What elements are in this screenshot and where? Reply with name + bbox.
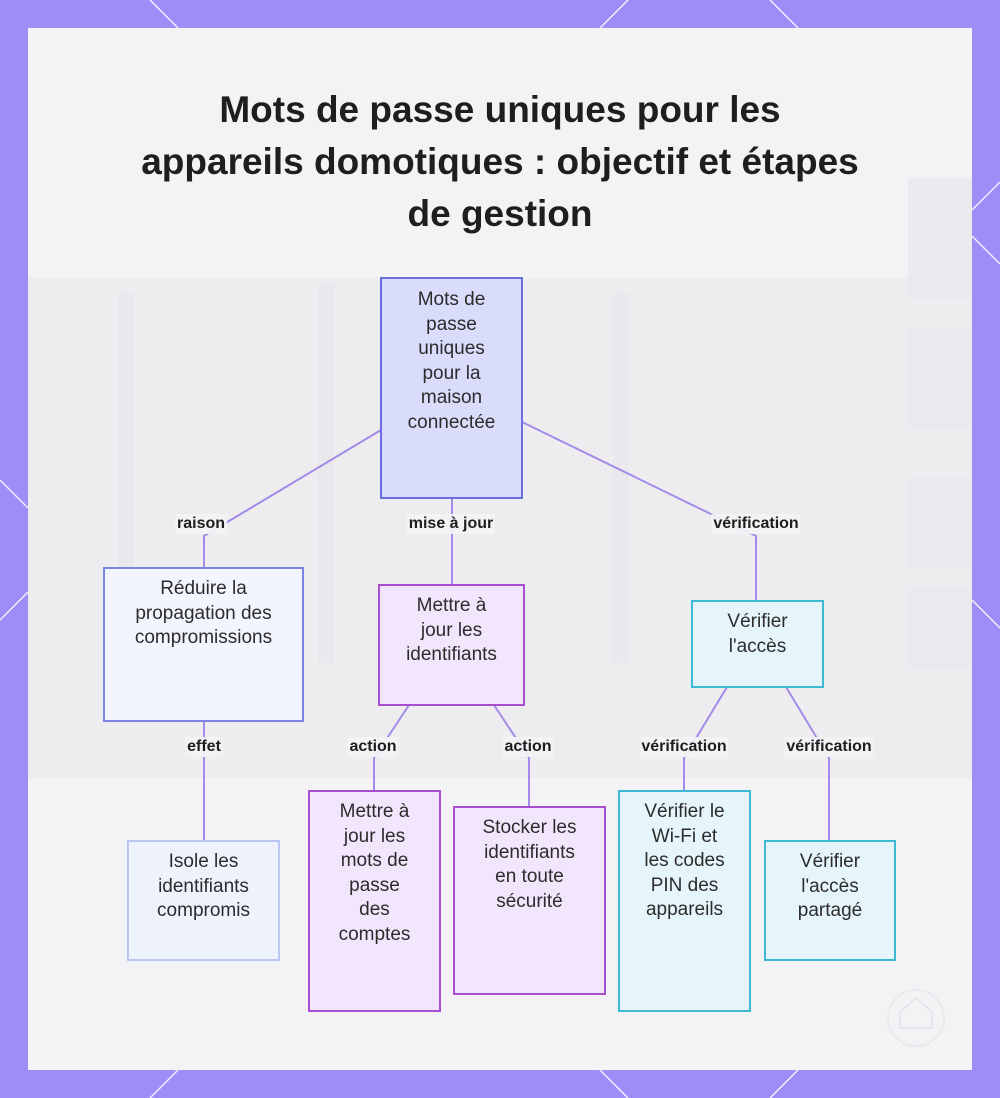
node-isolate: [127, 840, 280, 961]
node-update: [378, 584, 525, 706]
node-shared: [764, 840, 896, 961]
node-store-label: Stocker les identifiants en toute sécurité: [482, 817, 577, 912]
node-reduce: [103, 567, 304, 722]
edge-label-update: mise à jour: [408, 515, 494, 532]
edge-label-action-1: action: [349, 738, 397, 755]
edge-verify-shared: [786, 687, 829, 841]
node-verify: [691, 600, 824, 688]
edge-label-effect: effet: [187, 738, 221, 755]
node-update-passwords-label: Mettre à jour les mots de passe des comptes: [338, 801, 411, 945]
node-update-passwords: [308, 790, 441, 1012]
edge-label-action-2: action: [504, 738, 552, 755]
node-verify-label: Vérifier l'accès: [727, 611, 788, 657]
node-root-label: Mots de passe uniques pour la maison connectée: [407, 289, 496, 433]
page-title: Mots de passe uniques pour les appareils domotiques : objectif et étapes de gestion: [141, 89, 859, 234]
edge-root-reduce: [204, 430, 381, 569]
diagram-panel: [28, 28, 972, 1070]
node-wifi-pin: [618, 790, 751, 1012]
node-shared-label: Vérifier l'accès partagé: [797, 851, 863, 921]
node-isolate-label: Isole les identifiants compromis: [157, 851, 250, 921]
edge-label-reason: raison: [176, 515, 226, 532]
node-root: [380, 277, 523, 499]
node-wifi-pin-label: Vérifier le Wi-Fi et les codes PIN des appareils: [644, 801, 725, 920]
edge-label-verification-2: vérification: [786, 738, 872, 755]
node-store: [453, 806, 606, 995]
node-update-label: Mettre à jour les identifiants: [406, 595, 497, 665]
edge-label-verification: vérification: [713, 515, 799, 532]
edge-root-verify: [522, 422, 756, 601]
edge-label-verification-1: vérification: [641, 738, 727, 755]
node-reduce-label: Réduire la propagation des compromissions: [134, 578, 273, 648]
